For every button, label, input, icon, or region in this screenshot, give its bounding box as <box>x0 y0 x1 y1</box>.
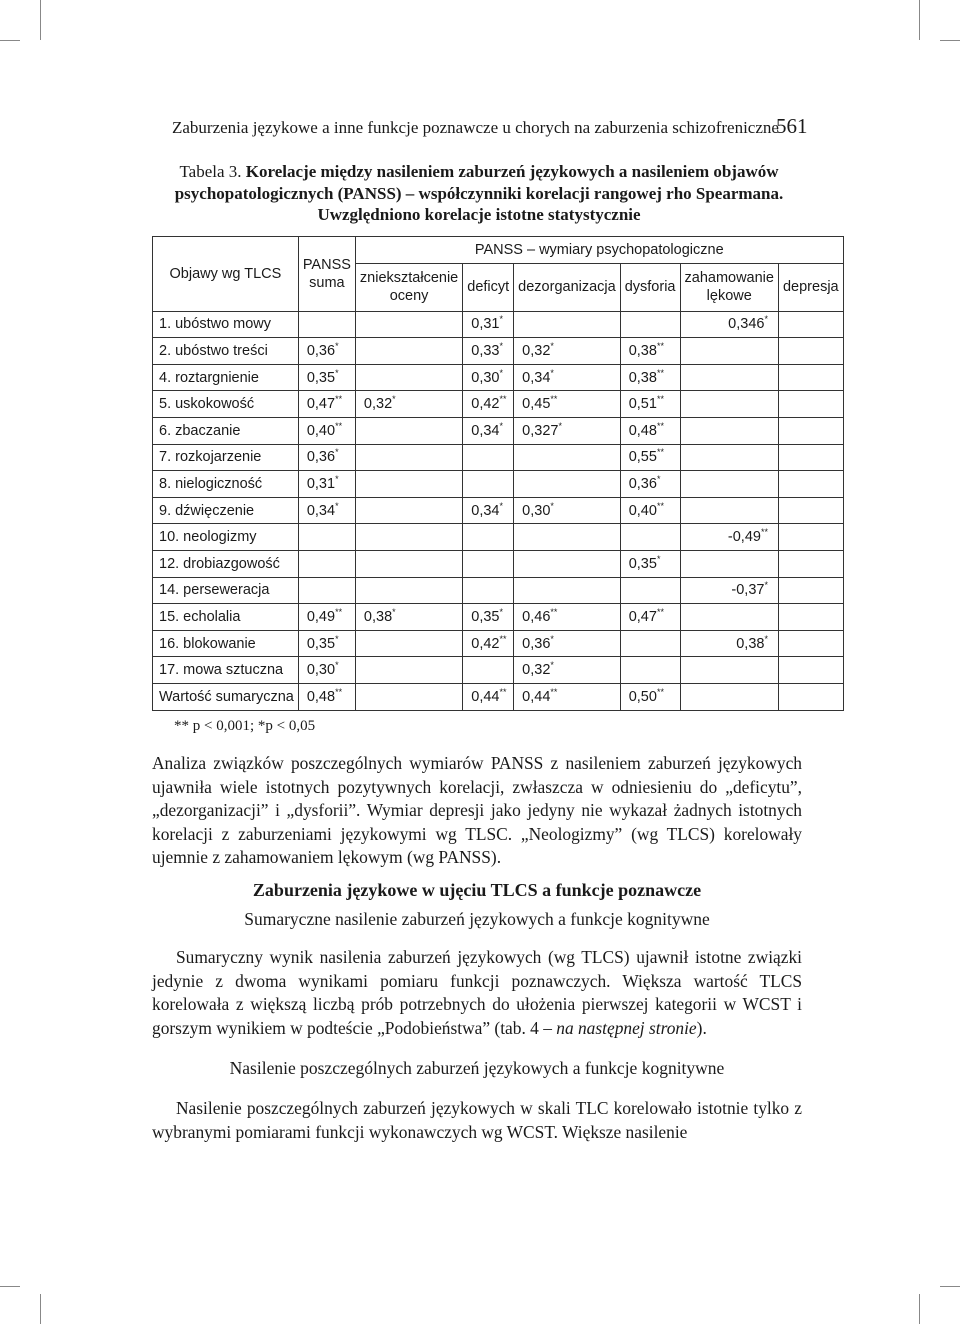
table-cell <box>355 311 462 338</box>
cell-value: 0,47 <box>306 396 336 413</box>
cell-value: 0,48 <box>628 422 657 439</box>
crop-mark <box>919 1294 920 1324</box>
significance-mark: * <box>335 633 339 644</box>
table-cell <box>514 604 621 631</box>
table-cell <box>514 497 621 524</box>
cell-value: 0,33 <box>471 342 500 359</box>
cell-value: 0,35 <box>628 555 657 572</box>
significance-mark: * <box>764 633 768 644</box>
cell-value: 0,48 <box>306 688 336 705</box>
table-cell <box>355 497 462 524</box>
header-objawy: Objawy wg TLCS <box>153 237 299 312</box>
header-panss-group: PANSS – wymiary psychopatologiczne <box>355 237 843 264</box>
header-znieksztalcenie: zniekształcenie oceny <box>355 263 462 311</box>
cell-value: 0,32 <box>522 662 551 679</box>
paragraph-text: Nasilenie poszczególnych zaburzeń językowych w skali TLC korelowało istotnie tylko z wybranymi pomiarami funkcji wykonawczych wg WCST. Większe nasilenie <box>152 1098 802 1142</box>
table-cell <box>680 657 778 684</box>
table-cell <box>355 604 462 631</box>
table-cell <box>680 364 778 391</box>
table-cell <box>355 338 462 365</box>
table-cell <box>514 444 621 471</box>
cell-value: 0,34 <box>471 422 500 439</box>
cell-value: 0,55 <box>628 449 657 466</box>
significance-mark: * <box>558 420 562 431</box>
running-title: Zaburzenia językowe a inne funkcje poznawcze u chorych na zaburzenia schizofreniczne <box>172 118 779 137</box>
table-cell <box>680 391 778 418</box>
table-row <box>153 577 844 604</box>
cell-value: 0,44 <box>522 688 551 705</box>
significance-mark: ** <box>656 686 664 697</box>
subheading: Nasilenie poszczególnych zaburzeń językowych a funkcje kognitywne <box>229 1058 725 1078</box>
header-depresja: depresja <box>778 263 843 311</box>
table-cell <box>620 550 680 577</box>
significance-mark: * <box>499 340 503 351</box>
table-cell <box>680 550 778 577</box>
significance-mark: ** <box>550 606 558 617</box>
table-cell <box>778 391 843 418</box>
caption-text: Korelacje między nasileniem zaburzeń językowych a nasileniem objawów psychopatologicznych (PANSS) – współczynniki korelacji rangowej rho Spearmana. Uwzględniono korelacje istotne statystycznie <box>174 162 784 224</box>
table-cell <box>680 497 778 524</box>
table-cell <box>778 364 843 391</box>
caption-prefix: Tabela 3. <box>179 162 242 181</box>
table-cell <box>680 683 778 710</box>
significance-mark: * <box>335 367 339 378</box>
table-cell <box>463 630 514 657</box>
row-label: 14. perseweracja <box>153 577 299 604</box>
crop-mark <box>940 1286 960 1287</box>
table-cell <box>514 471 621 498</box>
significance-mark: ** <box>335 686 343 697</box>
crop-mark <box>919 0 920 40</box>
table-cell <box>778 417 843 444</box>
table-cell <box>680 630 778 657</box>
table-row <box>153 391 844 418</box>
table-cell <box>680 604 778 631</box>
header-deficyt: deficyt <box>463 263 514 311</box>
significance-mark: ** <box>335 394 343 405</box>
table-cell <box>778 444 843 471</box>
table-cell <box>620 311 680 338</box>
table-cell <box>514 338 621 365</box>
table-cell <box>514 657 621 684</box>
cell-value: 0,51 <box>628 396 657 413</box>
cell-value: 0,32 <box>522 342 551 359</box>
page-number: 561 <box>776 114 808 138</box>
table-cell <box>463 604 514 631</box>
table-cell <box>680 471 778 498</box>
table-cell <box>298 338 355 365</box>
significance-mark: ** <box>656 367 664 378</box>
significance-mark: * <box>499 606 503 617</box>
significance-mark: ** <box>760 527 768 538</box>
significance-mark: * <box>335 447 339 458</box>
table-cell <box>514 524 621 551</box>
cell-value: 0,35 <box>306 369 336 386</box>
significance-mark: * <box>550 660 554 671</box>
correlation-table <box>152 236 844 711</box>
subheading: Sumaryczne nasilenie zaburzeń językowych a funkcje kognitywne <box>244 909 710 929</box>
table-cell <box>463 364 514 391</box>
table-cell <box>620 444 680 471</box>
table-cell <box>298 683 355 710</box>
row-label: 9. dźwięczenie <box>153 497 299 524</box>
table-cell <box>620 604 680 631</box>
table-cell <box>355 524 462 551</box>
table-row <box>153 444 844 471</box>
table-cell <box>514 311 621 338</box>
header-panss-suma: PANSS suma <box>298 237 355 312</box>
paragraph <box>152 1097 802 1144</box>
table-cell <box>355 471 462 498</box>
table-caption <box>154 161 804 226</box>
table-row <box>153 338 844 365</box>
table-cell <box>680 338 778 365</box>
paragraph-text: Analiza związków poszczególnych wymiarów PANSS z nasileniem zaburzeń językowych ujawniła wiele istotnych pozytywnych korelacji, zwłaszcza w odniesieniu do „deficytu”, „dezorganizacji” i „dysforii”. Wymiar depresji jako jedyny nie wykazał żadnych istotnych korelacji z zaburzeniami językowymi wg TLSC. „Neologizmy” (wg TLCS) korelowały ujemnie z zahamowaniem lękowym (wg PANSS). <box>152 753 802 868</box>
table-row <box>153 604 844 631</box>
table-cell <box>778 524 843 551</box>
table-cell <box>514 577 621 604</box>
cell-value: 0,34 <box>522 369 551 386</box>
table-cell <box>778 577 843 604</box>
cell-value: 0,30 <box>471 369 500 386</box>
table-cell <box>620 497 680 524</box>
row-label: 17. mowa sztuczna <box>153 657 299 684</box>
table-cell <box>355 577 462 604</box>
cell-value: 0,36 <box>628 475 657 492</box>
significance-mark: * <box>335 473 339 484</box>
significance-mark: ** <box>656 394 664 405</box>
table-cell <box>680 417 778 444</box>
table-cell <box>355 391 462 418</box>
table-cell <box>298 550 355 577</box>
row-label: 12. drobiazgowość <box>153 550 299 577</box>
header-dezorganizacja: dezorganizacja <box>514 263 621 311</box>
significance-mark: ** <box>656 606 664 617</box>
paragraph <box>152 946 802 1040</box>
cell-value: 0,45 <box>522 396 551 413</box>
table-cell <box>620 657 680 684</box>
significance-mark: ** <box>656 420 664 431</box>
table-cell <box>463 577 514 604</box>
significance-mark: * <box>499 314 503 325</box>
crop-mark <box>40 1294 41 1324</box>
significance-mark: ** <box>656 500 664 511</box>
section-heading: Zaburzenia językowe w ujęciu TLCS a funkcje poznawcze <box>252 880 702 900</box>
table-cell <box>680 311 778 338</box>
row-label: 2. ubóstwo treści <box>153 338 299 365</box>
table-cell <box>298 417 355 444</box>
significance-mark: ** <box>499 633 507 644</box>
table-cell <box>778 604 843 631</box>
cell-value: 0,30 <box>522 502 551 519</box>
cell-value: 0,42 <box>471 396 500 413</box>
table-row <box>153 417 844 444</box>
significance-mark: * <box>550 340 554 351</box>
significance-mark: ** <box>335 420 343 431</box>
significance-mark: ** <box>499 686 507 697</box>
row-label: 1. ubóstwo mowy <box>153 311 299 338</box>
table-cell <box>778 630 843 657</box>
table-cell <box>514 391 621 418</box>
table-body <box>153 311 844 710</box>
paragraph-text: Sumaryczny wynik nasilenia zaburzeń językowych (wg TLCS) ujawnił istotne związki jedynie z dwoma wynikami pomiaru funkcji poznawczych. Większa wartość TLCS korelowała z większą liczbą prób potrzebnych do ułożenia pierwszej kategorii w WCST i gorszym wynikiem w podteście „Podobieństwa” (tab. 4 – <box>152 947 802 1038</box>
table-cell <box>778 497 843 524</box>
table-row <box>153 311 844 338</box>
cell-value: 0,327 <box>522 422 559 439</box>
cell-value: 0,38 <box>363 608 393 625</box>
significance-mark: * <box>499 367 503 378</box>
table-cell <box>298 630 355 657</box>
table-row <box>153 524 844 551</box>
row-label: 6. zbaczanie <box>153 417 299 444</box>
table-cell <box>778 311 843 338</box>
significance-mark: * <box>656 473 661 484</box>
significance-mark: ** <box>335 606 343 617</box>
table-cell <box>355 364 462 391</box>
cell-value: 0,34 <box>306 502 336 519</box>
cell-value: 0,346 <box>728 316 765 333</box>
row-label: 8. nielogiczność <box>153 471 299 498</box>
table-cell <box>514 683 621 710</box>
table-cell <box>298 444 355 471</box>
significance-note: ** p < 0,001; *p < 0,05 <box>174 718 316 734</box>
table-cell <box>463 311 514 338</box>
table-row <box>153 657 844 684</box>
table-cell <box>298 524 355 551</box>
table-cell <box>514 550 621 577</box>
row-label: Wartość sumaryczna <box>153 683 299 710</box>
significance-mark: * <box>499 420 503 431</box>
cell-value: 0,50 <box>628 688 657 705</box>
table-cell <box>778 471 843 498</box>
crop-mark <box>940 40 960 41</box>
significance-mark: * <box>335 340 339 351</box>
cell-value: 0,31 <box>306 475 336 492</box>
table-row <box>153 630 844 657</box>
significance-mark: * <box>392 394 396 405</box>
table-row <box>153 364 844 391</box>
table-cell <box>298 391 355 418</box>
significance-mark: ** <box>550 394 558 405</box>
table-cell <box>355 657 462 684</box>
table-cell <box>680 444 778 471</box>
table-cell <box>620 338 680 365</box>
table-cell <box>514 630 621 657</box>
cell-value: 0,34 <box>471 502 500 519</box>
cell-value: 0,32 <box>363 396 393 413</box>
cell-value: 0,38 <box>628 342 657 359</box>
significance-mark: * <box>764 580 768 591</box>
cell-value: 0,38 <box>736 635 765 652</box>
cell-value: -0,37 <box>731 582 765 599</box>
significance-mark: * <box>335 660 339 671</box>
significance-mark: * <box>499 500 503 511</box>
table-cell <box>355 550 462 577</box>
table-cell <box>298 657 355 684</box>
significance-mark: ** <box>656 447 664 458</box>
cell-value: 0,31 <box>471 316 500 333</box>
table-cell <box>463 497 514 524</box>
table-cell <box>463 417 514 444</box>
table-cell <box>778 683 843 710</box>
crop-mark <box>0 1286 20 1287</box>
table-cell <box>298 311 355 338</box>
table-cell <box>298 471 355 498</box>
cell-value: 0,49 <box>306 608 336 625</box>
table-cell <box>463 524 514 551</box>
significance-mark: ** <box>550 686 558 697</box>
table-cell <box>463 338 514 365</box>
table-cell <box>620 364 680 391</box>
cell-value: 0,44 <box>471 688 500 705</box>
table-cell <box>298 497 355 524</box>
paragraph-end: ). <box>696 1017 707 1038</box>
cell-value: 0,38 <box>628 369 657 386</box>
table-cell <box>778 657 843 684</box>
cell-value: 0,35 <box>306 635 336 652</box>
crop-mark <box>0 40 20 41</box>
table-cell <box>463 471 514 498</box>
table-cell <box>620 391 680 418</box>
table-cell <box>355 417 462 444</box>
table-cell <box>620 471 680 498</box>
significance-mark: * <box>656 553 661 564</box>
significance-mark: * <box>550 500 554 511</box>
table-row <box>153 683 844 710</box>
table-cell <box>463 657 514 684</box>
row-label: 5. uskokowość <box>153 391 299 418</box>
cell-value: 0,40 <box>628 502 657 519</box>
table-cell <box>298 604 355 631</box>
crop-mark <box>40 0 41 40</box>
row-label: 15. echolalia <box>153 604 299 631</box>
table-cell <box>355 683 462 710</box>
table-cell <box>355 630 462 657</box>
table-cell <box>298 364 355 391</box>
cell-value: 0,36 <box>306 342 336 359</box>
significance-mark: * <box>550 633 554 644</box>
table-row <box>153 550 844 577</box>
row-label: 10. neologizmy <box>153 524 299 551</box>
row-label: 7. rozkojarzenie <box>153 444 299 471</box>
table-row <box>153 471 844 498</box>
table-cell <box>620 417 680 444</box>
table-cell <box>463 391 514 418</box>
cell-value: 0,46 <box>522 608 551 625</box>
significance-mark: * <box>335 500 339 511</box>
significance-mark: * <box>392 606 396 617</box>
cell-value: 0,42 <box>471 635 500 652</box>
table-cell <box>778 338 843 365</box>
table-cell <box>463 683 514 710</box>
significance-mark: * <box>764 314 768 325</box>
significance-mark: ** <box>499 394 507 405</box>
cell-value: 0,36 <box>522 635 551 652</box>
row-label: 16. blokowanie <box>153 630 299 657</box>
table-cell <box>620 630 680 657</box>
table-cell <box>355 444 462 471</box>
table-cell <box>463 444 514 471</box>
table-cell <box>298 577 355 604</box>
table-cell <box>620 683 680 710</box>
cell-value: 0,30 <box>306 662 336 679</box>
significance-mark: ** <box>656 340 664 351</box>
cell-value: -0,49 <box>727 529 761 546</box>
table-row <box>153 497 844 524</box>
table-cell <box>463 550 514 577</box>
cell-value: 0,35 <box>471 608 500 625</box>
table-cell <box>514 364 621 391</box>
cell-value: 0,47 <box>628 608 657 625</box>
table-cell <box>620 524 680 551</box>
header-zahamowanie: zahamowanie lękowe <box>680 263 778 311</box>
table-cell <box>620 577 680 604</box>
row-label: 4. roztargnienie <box>153 364 299 391</box>
table-cell <box>680 524 778 551</box>
paragraph <box>152 752 802 870</box>
table-cell <box>778 550 843 577</box>
table-cell <box>514 417 621 444</box>
table-cell <box>680 577 778 604</box>
significance-mark: * <box>550 367 554 378</box>
cell-value: 0,40 <box>306 422 336 439</box>
paragraph-italic: na następnej stronie <box>556 1017 697 1038</box>
cell-value: 0,36 <box>306 449 336 466</box>
header-dysforia: dysforia <box>620 263 680 311</box>
